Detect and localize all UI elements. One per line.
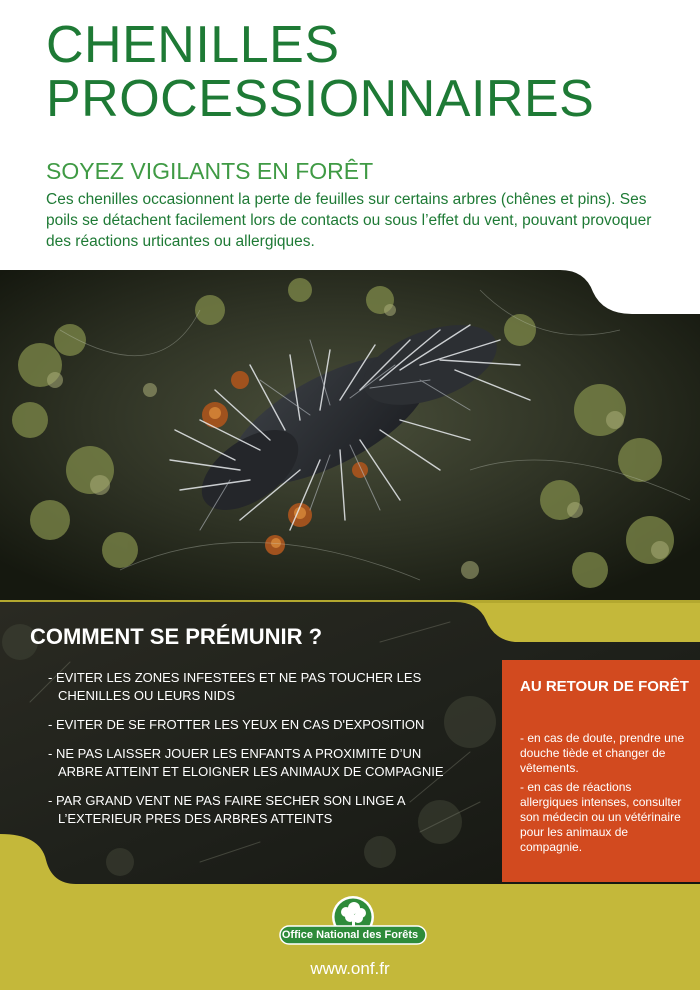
logo-text: Office National des Forêts xyxy=(281,929,419,941)
premunir-title: COMMENT SE PRÉMUNIR ? xyxy=(30,624,323,649)
intro-paragraph: Ces chenilles occasionnent la perte de feuilles sur certains arbres (chênes et pins). Ses poils se détachent facilement lors de contacts ou sous l’effet du vent, pouvant provoquer des réactions urticantes ou allergiques. xyxy=(46,191,652,250)
retour-item: - en cas de réactions allergiques intenses, consulter son médecin ou un vétérinaire pour les animaux de compagnie. xyxy=(520,780,682,854)
website-link[interactable]: www.onf.fr xyxy=(310,959,390,978)
retour-item: - en cas de doute, prendre une douche tiède et changer de vêtements. xyxy=(520,731,685,775)
premunir-list xyxy=(48,669,458,839)
caterpillar-photo xyxy=(0,270,700,600)
retour-title: AU RETOUR DE FORÊT xyxy=(520,678,689,695)
onf-logo xyxy=(278,895,428,955)
poster-title xyxy=(46,18,686,126)
title-line-2: PROCESSIONNAIRES xyxy=(46,70,595,128)
title-line-1: CHENILLES xyxy=(46,16,340,74)
list-item: - NE PAS LAISSER JOUER LES ENFANTS A PROXIMITE D’UN ARBRE ATTEINT ET ELOIGNER LES ANIMAUX DE COMPAGNIE xyxy=(48,746,444,779)
list-item: - PAR GRAND VENT NE PAS FAIRE SECHER SON LINGE A L’EXTERIEUR PRES DES ARBRES ATTEINTS xyxy=(48,793,405,826)
list-item: - EVITER LES ZONES INFESTEES ET NE PAS TOUCHER LES CHENILLES OU LEURS NIDS xyxy=(48,670,422,703)
list-item: - EVITER DE SE FROTTER LES YEUX EN CAS D'EXPOSITION xyxy=(48,717,425,732)
subtitle: SOYEZ VIGILANTS EN FORÊT xyxy=(46,158,374,184)
